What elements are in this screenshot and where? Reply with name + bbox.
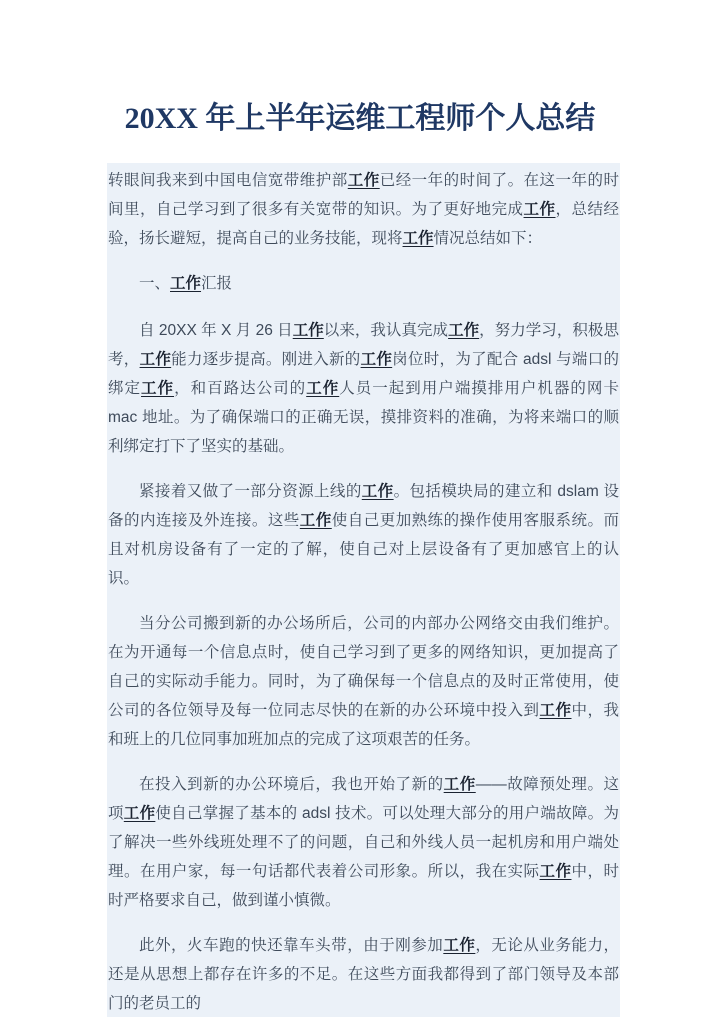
- emphasized-term: 工作: [170, 275, 202, 292]
- text-run: 转眼间我来到中国电信宽带维护部: [108, 172, 348, 189]
- emphasized-term: 工作: [347, 172, 380, 189]
- text-run: 人员一起到用户端摸排用户机器的网卡 mac 地址。为了确保端口的正确无误，摸排资料的准确，为将来端口的顺利绑定打下了坚实的基础。: [108, 380, 619, 455]
- text-run: ，和百路达公司的: [174, 380, 307, 397]
- paragraph: [108, 166, 619, 253]
- emphasized-term: 工作: [443, 937, 476, 954]
- text-run: 自 20XX 年 X 月 26 日: [139, 322, 293, 339]
- paragraph: [108, 477, 619, 593]
- paragraph: [108, 609, 619, 754]
- text-run: 一、: [139, 275, 171, 292]
- text-run: 在投入到新的办公环境后，我也开始了新的: [139, 776, 444, 793]
- text-run: 使自己更加熟练的操作使用客服系统。而且对机房设备有了一定的了解，使自己对上层设备有了更加感官上的认识。: [108, 512, 619, 587]
- section-heading: [108, 269, 619, 298]
- document-title: 20XX 年上半年运维工程师个人总结: [124, 102, 596, 135]
- text-run: 此外，火车跑的快还靠车头带，由于刚参加: [139, 937, 444, 954]
- text-run: 岗位时，为了配合 adsl 与端口的绑定: [108, 351, 619, 397]
- emphasized-term: 工作: [402, 230, 434, 247]
- emphasized-term: 工作: [523, 201, 556, 218]
- emphasized-term: 工作: [141, 380, 175, 397]
- highlighted-text-block: [107, 163, 620, 1017]
- emphasized-term: 工作: [448, 322, 480, 339]
- emphasized-term: 工作: [306, 380, 340, 397]
- emphasized-term: 工作: [443, 776, 476, 793]
- text-run: 情况总结如下：: [433, 230, 543, 247]
- emphasized-term: 工作: [361, 483, 394, 500]
- text-run: ，努力学习，积极思考，: [108, 322, 619, 368]
- text-run: ，无论从业务能力，还是从思想上都存在许多的不足。在这些方面我都得到了部门领导及本部门的老员工的: [108, 937, 619, 1012]
- text-run: 紧接着又做了一部分资源上线的: [139, 483, 362, 500]
- emphasized-term: 工作: [123, 805, 156, 822]
- emphasized-term: 工作: [299, 512, 332, 529]
- text-run: 当分公司搬到新的办公场所后，公司的内部办公网络交由我们维护。在为开通每一个信息点时，使自己学习到了更多的网络知识，更加提高了自己的实际动手能力。同时，为了确保每一个信息点的及时正常使用，使公司的各位领导及每一位同志尽快的在新的办公环境中投入到: [108, 615, 619, 719]
- text-run: 使自己掌握了基本的 adsl 技术。可以处理大部分的用户端故障。为了解决一些外线班处理不了的问题，自己和外线人员一起机房和用户端处理。在用户家，每一句话都代表着公司形象。所以，我在实际: [108, 805, 619, 880]
- emphasized-term: 工作: [139, 351, 172, 368]
- emphasized-term: 工作: [292, 322, 324, 339]
- emphasized-term: 工作: [539, 702, 572, 719]
- text-run: 能力逐步提高。刚进入新的: [171, 351, 361, 368]
- text-run: 。包括模块局的建立和 dslam 设备的内连接及外连接。这些: [108, 483, 619, 529]
- emphasized-term: 工作: [360, 351, 393, 368]
- text-run: 汇报: [201, 275, 233, 292]
- paragraph: [108, 770, 619, 915]
- emphasized-term: 工作: [539, 863, 572, 880]
- paragraph: [108, 316, 619, 461]
- text-run: 以来，我认真完成: [323, 322, 449, 339]
- text-run: ，总结经验，扬长避短，提高自己的业务技能，现将: [108, 201, 619, 247]
- text-run: 中，我和班上的几位同事加班加点的完成了这项艰苦的任务。: [108, 702, 619, 748]
- text-run: 中，时时严格要求自己，做到谨小慎微。: [108, 863, 619, 909]
- text-run: 已经一年的时间了。在这一年的时间里，自己学习到了很多有关宽带的知识。为了更好地完成: [108, 172, 619, 218]
- paragraph: [108, 931, 619, 1017]
- text-run: ——故障预处理。这项: [108, 776, 619, 822]
